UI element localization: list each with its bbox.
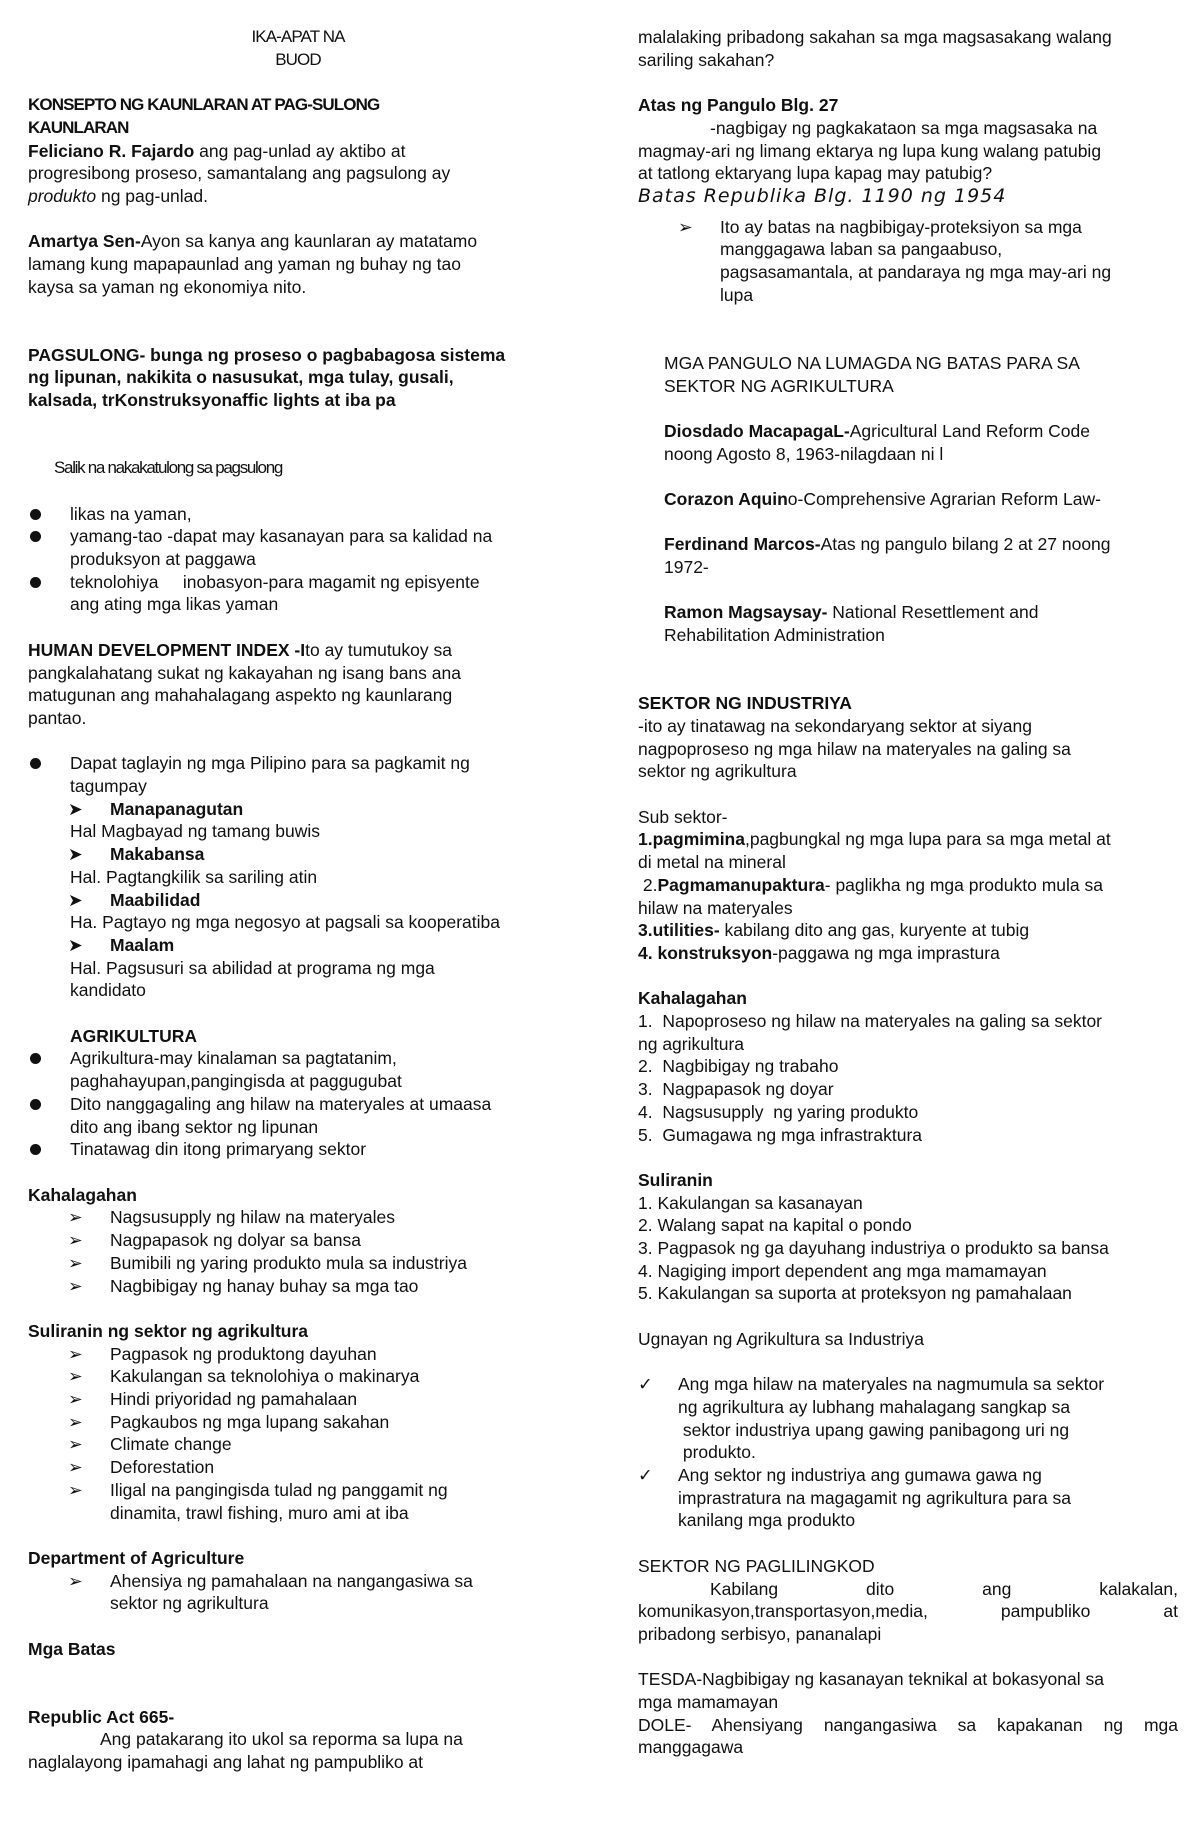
fajardo-line3: produkto ng pag-unlad. [28, 185, 209, 206]
ugnayan-heading: Ugnayan ng Agrikultura sa Industriya [638, 1328, 924, 1349]
arrowhead-bullet-icon: ➤ [68, 844, 83, 865]
kahalagahan-industriya-heading: Kahalagahan [638, 988, 747, 1009]
marcos-line2: 1972- [664, 557, 709, 578]
paglilingkod-line1: Kabilang dito ang kalakalan, [710, 1578, 1178, 1599]
atas-27-line2: magmay-ari ng limang ektarya ng lupa kung walang patubig [638, 140, 1102, 161]
kahalagahan-heading: Kahalagahan [28, 1184, 137, 1205]
list-item: ➢ Kakulangan sa teknolohiya o makinarya [68, 1366, 420, 1387]
left-column [28, 26, 568, 1774]
atas-27-line3: at tatlong ektaryang lupa kapag may patubig? [638, 163, 993, 184]
list-item: 1. Kakulangan sa kasanayan [638, 1192, 863, 1213]
sub-sektor-3: 3.utilities- kabilang dito ang gas, kuryente at tubig [638, 920, 1030, 941]
atas-27-line1: -nagbigay ng pagkakataon sa mga magsasaka na [710, 117, 1098, 138]
hdi-line3: matugunan ang mahahalagang aspekto ng kaunlarang [28, 685, 453, 706]
da-heading: Department of Agriculture [28, 1547, 245, 1568]
pagsulong-line1: PAGSULONG- bunga ng proseso o pagbabagosa sistema [28, 344, 506, 365]
value-example-cont: kandidato [70, 980, 146, 1001]
checkmark-icon: ✓ [638, 1465, 653, 1486]
arrowhead-bullet-icon: ➢ [68, 1411, 83, 1432]
tesda-line1: TESDA-Nagbibigay ng kasanayan teknikal at bokasyonal sa [638, 1669, 1104, 1690]
arrowhead-bullet-icon: ➤ [68, 889, 83, 910]
list-item: 2. Nagbibigay ng trabaho [638, 1056, 839, 1077]
list-item-cont: tagumpay [70, 776, 147, 797]
document-header-line1: IKA-APAT NA [251, 27, 345, 46]
arrowhead-bullet-icon: ➢ [68, 1434, 83, 1455]
batas-1190-heading: Batas Republika Blg. 1190 ng 1954 [638, 184, 1007, 207]
bullet-dot-icon [30, 1144, 41, 1155]
sub-sektor-4: 4. konstruksyon-paggawa ng mga imprastura [638, 942, 1000, 963]
sub-sektor-2: 2.Pagmamanupaktura- paglikha ng mga produkto mula sa [638, 874, 1103, 895]
pagsulong-line3: kalsada, trKonstruksyonaffic lights at iba pa [28, 390, 396, 411]
document-header-line2: BUOD [275, 49, 321, 69]
industriya-line3: sektor ng agrikultura [638, 761, 797, 782]
value-example: Ha. Pagtayo ng mga negosyo at pagsali sa kooperatiba [70, 912, 501, 933]
list-item: 3. Nagpapasok ng doyar [638, 1079, 834, 1100]
magsaysay-line2: Rehabilitation Administration [664, 625, 885, 646]
fajardo-name: Feliciano R. Fajardo [28, 140, 195, 161]
ra-665-cont1: malalaking pribadong sakahan sa mga magsasakang walang [638, 27, 1112, 47]
list-item-cont: ng agrikultura [638, 1033, 745, 1054]
paglilingkod-heading: SEKTOR NG PAGLILINGKOD [638, 1555, 875, 1576]
list-item: ➢ Ahensiya ng pamahalaan na nangangasiwa sa [68, 1570, 473, 1591]
list-item: ✓ Ang mga hilaw na materyales na nagmumula sa sektor [638, 1374, 1105, 1395]
list-item: 4. Nagiging import dependent ang mga mamamayan [638, 1260, 1047, 1281]
hdi-line2: pangkalahatang sukat ng kakayahan ng isang bans ana [28, 662, 461, 683]
bullet-dot-icon [30, 1099, 41, 1110]
list-item-cont: dinamita, trawl fishing, muro ami at iba [110, 1502, 409, 1523]
salik-heading: Salik na nakakatulong sa pagsulong [54, 458, 282, 478]
arrowhead-bullet-icon: ➢ [68, 1275, 83, 1296]
aquino-entry: Corazon Aquino-Comprehensive Agrarian Reform Law- [664, 488, 1101, 509]
ra-665-cont2: sariling sakahan? [638, 49, 775, 70]
value-example: Hal Magbayad ng tamang buwis [70, 821, 321, 842]
list-item-cont: produkto. [678, 1442, 756, 1463]
list-item-cont: produksyon at paggawa [70, 549, 256, 570]
value-example: Hal. Pagsusuri sa abilidad at programa ng mga [70, 957, 435, 978]
list-item-cont: sektor industriya upang gawing panibagong uri ng [678, 1419, 1070, 1440]
arrowhead-bullet-icon: ➢ [68, 1457, 83, 1478]
dole-line2: manggagawa [638, 1737, 744, 1758]
list-item: ➢ Deforestation [68, 1457, 215, 1478]
list-item: Dito nanggagaling ang hilaw na materyales at umaasa [28, 1093, 568, 1116]
list-item: 2. Walang sapat na kapital o pondo [638, 1215, 912, 1236]
magsaysay-entry: Ramon Magsaysay- National Resettlement and [664, 602, 1039, 623]
hdi-name: HUMAN DEVELOPMENT INDEX -I [28, 639, 306, 660]
atas-27-heading: Atas ng Pangulo Blg. 27 [638, 95, 839, 116]
list-item: ➢ Pagpasok ng produktong dayuhan [68, 1343, 377, 1364]
arrowhead-bullet-icon: ➢ [68, 1366, 83, 1387]
sub-sektor-2-cont: hilaw na materyales [638, 897, 793, 918]
list-item-cont: dito ang ibang sektor ng lipunan [70, 1116, 319, 1137]
list-item: ➢ Hindi priyoridad ng pamahalaan [68, 1389, 358, 1409]
arrowhead-bullet-icon: ➤ [68, 934, 83, 955]
bullet-dot-icon [30, 509, 41, 520]
dole-line1: DOLE- Ahensiyang nangangasiwa sa kapakanan ng mga [638, 1714, 1178, 1735]
list-item: ➢ Climate change [68, 1434, 232, 1455]
list-item: ✓ Ang sektor ng industriya ang gumawa gawa ng [638, 1465, 1042, 1486]
list-item-cont: ang ating mga likas yaman [70, 594, 279, 615]
list-item: likas na yaman, [28, 503, 568, 526]
list-item: Agrikultura-may kinalaman sa pagtatanim, [28, 1047, 568, 1070]
list-item: ➢ Iligal na pangingisda tulad ng panggamit ng [68, 1479, 448, 1500]
sen-line2: lamang kung mapapaunlad ang yaman ng buhay ng tao [28, 254, 461, 274]
ra-665-line2: naglalayong ipamahagi ang lahat ng pampubliko at [28, 1752, 424, 1773]
list-item-cont: sektor ng agrikultura [110, 1593, 269, 1614]
macapagal-entry: Diosdado MacapagaL-Agricultural Land Reform Code [664, 420, 1090, 441]
suliranin-agri-heading: Suliranin ng sektor ng agrikultura [28, 1320, 309, 1341]
list-item: Tinatawag din itong primaryang sektor [28, 1138, 568, 1161]
sub-sektor-1: 1.pagmimina,pagbungkal ng mga lupa para sa mga metal at [638, 829, 1111, 850]
list-item-cont: imprastratura na magagamit ng agrikultura para sa [678, 1487, 1071, 1508]
paglilingkod-line3: pribadong serbisyo, pananalapi [638, 1623, 882, 1644]
value-item: ➤ Makabansa [68, 844, 205, 865]
hdi-line4: pantao. [28, 707, 87, 728]
arrowhead-bullet-icon: ➤ [68, 798, 83, 819]
list-item-cont: paghahayupan,pangingisda at paggugubat [70, 1071, 402, 1092]
bullet-dot-icon [30, 1053, 41, 1064]
list-item: teknolohiya inobasyon-para magamit ng episyente [28, 571, 568, 594]
arrowhead-bullet-icon: ➢ [678, 216, 693, 237]
list-item: ➢ Nagbibigay ng hanay buhay sa mga tao [68, 1275, 419, 1296]
sub-sektor-heading: Sub sektor- [638, 806, 728, 827]
bullet-dot-icon [30, 758, 41, 769]
fajardo-line2: progresibong proseso, samantalang ang pagsulong ay [28, 163, 451, 184]
list-item-cont: pagsasamantala, at pandaraya ng mga may-ari ng [720, 262, 1112, 283]
arrowhead-bullet-icon: ➢ [68, 1479, 83, 1500]
checkmark-icon: ✓ [638, 1374, 653, 1395]
list-item-cont: ng agrikultura ay lubhang mahalagang sangkap sa [678, 1396, 1071, 1417]
list-item: 5. Kakulangan sa suporta at proteksyon ng pamahalaan [638, 1283, 1072, 1304]
arrowhead-bullet-icon: ➢ [68, 1389, 83, 1409]
suliranin-industriya-heading: Suliranin [638, 1169, 713, 1190]
list-item: ➢ Ito ay batas na nagbibigay-proteksiyon sa mga [678, 216, 1082, 237]
sen-paragraph: Amartya Sen-Ayon sa kanya ang kaunlaran ay matatamo [28, 231, 478, 252]
fajardo-paragraph: Feliciano R. Fajardo ang pag-unlad ay aktibo at [28, 140, 406, 161]
list-item: ➢ Pagkaubos ng mga lupang sakahan [68, 1411, 390, 1432]
industriya-heading: SEKTOR NG INDUSTRIYA [638, 693, 852, 714]
pangulo-heading1: MGA PANGULO NA LUMAGDA NG BATAS PARA SA [664, 352, 1080, 373]
list-item: ➢ Nagsusupply ng hilaw na materyales [68, 1207, 396, 1228]
sub-sektor-1-cont: di metal na mineral [638, 852, 786, 873]
hdi-paragraph: HUMAN DEVELOPMENT INDEX -Ito ay tumutukoy sa [28, 639, 452, 660]
macapagal-line2: noong Agosto 8, 1963-nilagdaan ni l [664, 443, 944, 464]
tesda-line2: mga mamamayan [638, 1692, 779, 1713]
pangulo-heading2: SEKTOR NG AGRIKULTURA [664, 375, 894, 396]
arrowhead-bullet-icon: ➢ [68, 1343, 83, 1364]
value-item: ➤ Maalam [68, 934, 175, 955]
sen-name: Amartya Sen- [28, 231, 141, 252]
list-item: ➢ Nagpapasok ng dolyar sa bansa [68, 1230, 362, 1251]
list-item-cont: kanilang mga produkto [678, 1510, 856, 1531]
list-item: 4. Nagsusupply ng yaring produkto [638, 1101, 919, 1122]
pangulo-section [638, 352, 1178, 647]
list-item-cont: manggagawa laban sa pangaabuso, [720, 239, 1003, 260]
bullet-dot-icon [30, 577, 41, 588]
sen-line3: kaysa sa yaman ng ekonomiya nito. [28, 276, 307, 297]
value-item: ➤ Manapanagutan [68, 798, 244, 819]
list-item: Dapat taglayin ng mga Pilipino para sa pagkamit ng [28, 752, 568, 775]
arrowhead-bullet-icon: ➢ [68, 1230, 83, 1251]
agrikultura-heading: AGRIKULTURA [70, 1025, 198, 1046]
arrowhead-bullet-icon: ➢ [68, 1207, 83, 1228]
kaunlaran-heading: KAUNLARAN [28, 117, 129, 137]
arrowhead-bullet-icon: ➢ [68, 1570, 83, 1591]
konsepto-heading: KONSEPTO NG KAUNLARAN AT PAG-SULONG [28, 95, 380, 115]
value-example: Hal. Pagtangkilik sa sariling atin [70, 866, 318, 887]
paglilingkod-line2: komunikasyon,transportasyon,media, pampubliko at [638, 1601, 1178, 1622]
pagsulong-line2: ng lipunan, nakikita o nasusukat, mga tulay, gusali, [28, 367, 454, 388]
right-column [638, 26, 1178, 1759]
list-item: yamang-tao -dapat may kasanayan para sa kalidad na [28, 525, 568, 548]
arrowhead-bullet-icon: ➢ [68, 1252, 83, 1273]
ra-665-heading: Republic Act 665- [28, 1706, 175, 1727]
list-item: ➢ Bumibili ng yaring produkto mula sa industriya [68, 1252, 467, 1273]
industriya-line1: -ito ay tinatawag na sekondaryang sektor at siyang [638, 715, 1032, 736]
list-item: 5. Gumagawa ng mga infrastraktura [638, 1124, 923, 1145]
mga-batas-heading: Mga Batas [28, 1638, 116, 1659]
industriya-line2: nagpoproseso ng mga hilaw na materyales na galing sa [638, 738, 1071, 759]
marcos-entry: Ferdinand Marcos-Atas ng pangulo bilang 2 at 27 noong [664, 534, 1111, 555]
ra-665-line1: Ang patakarang ito ukol sa reporma sa lupa na [100, 1729, 463, 1750]
value-item: ➤ Maabilidad [68, 889, 201, 910]
list-item-cont: lupa [720, 284, 754, 305]
list-item: 1. Napoproseso ng hilaw na materyales na galing sa sektor [638, 1011, 1103, 1032]
bullet-dot-icon [30, 531, 41, 542]
list-item: 3. Pagpasok ng ga dayuhang industriya o produkto sa bansa [638, 1238, 1109, 1259]
